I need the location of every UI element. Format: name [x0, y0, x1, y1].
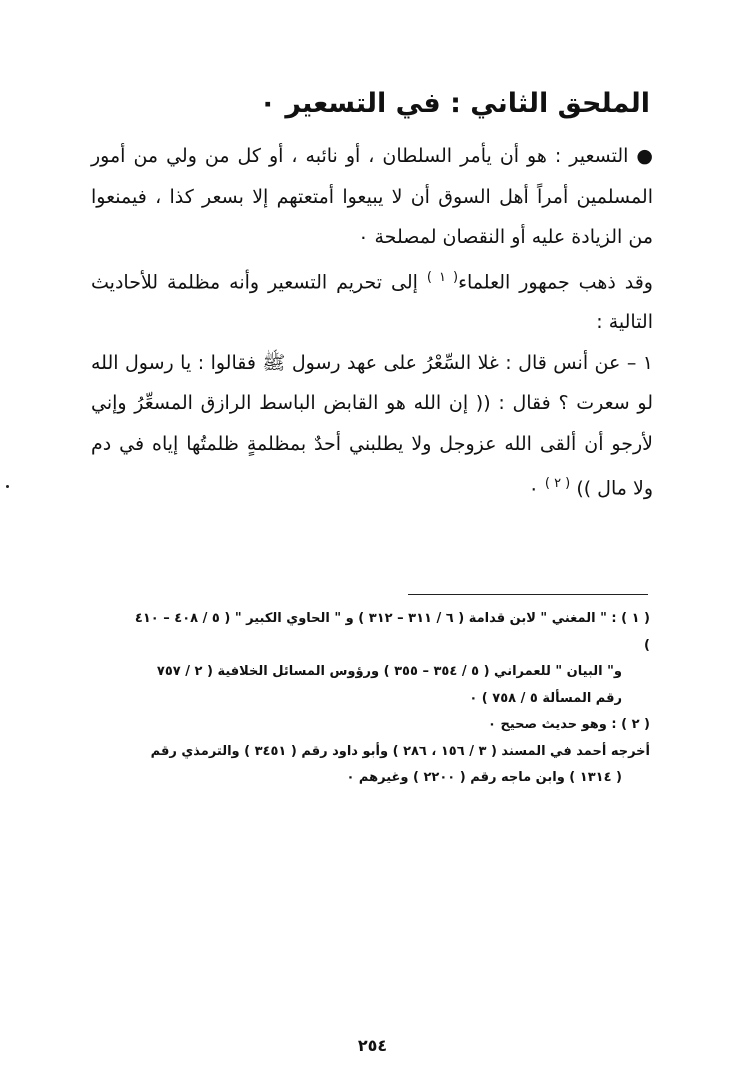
footnote-separator	[408, 594, 648, 595]
majority-opinion-text: وقد ذهب جمهور العلماء	[458, 270, 653, 293]
footnote-ref-2: ( ٢ )	[544, 476, 571, 492]
hadith-text: ١ – عن أنس قال : غلا السِّعْرُ على عهد رسول ﷺ فقالوا : يا رسول الله لو سعرت ؟ فقال : (( إن الله هو القابض الباسط الرازق المسعِّرُ وإني لأرجو أن ألقى الله عزوجل ولا يطلبني أحدٌ بمظلمةٍ ظلمتُها إياه في دم ولا مال ))	[91, 351, 653, 500]
footnote-ref-1: ( ١ )	[426, 269, 459, 285]
footnote-1-line-2: و" البيان " للعمراني ( ٥ / ٣٥٤ – ٣٥٥ ) ورؤوس المسائل الخلافية ( ٢ / ٧٥٧	[156, 664, 622, 679]
majority-opinion-continuation: إلى تحريم التسعير وأنه مظلمة للأحاديث التالية :	[91, 270, 653, 334]
footnote-1-line-1: ( ١ ) : " المغني " لابن قدامة ( ٦ / ٣١١ – ٣١٢ ) و " الحاوي الكبير " ( ٥ / ٤٠٨ – ٤١٠ )	[134, 611, 650, 653]
main-text	[91, 136, 653, 509]
footnotes	[130, 606, 650, 792]
page-number: ٢٥٤	[357, 1036, 388, 1055]
section-heading: الملحق الثاني : في التسعير ٠	[259, 88, 650, 119]
footnote-2-line-2: أخرجه أحمد في المسند ( ٣ / ١٥٦ ، ٢٨٦ ) وأبو داود رقم ( ٣٤٥١ ) والترمذي رقم	[150, 743, 650, 759]
footnote-2-line-1: ( ٢ ) : وهو حديث صحيح ٠	[487, 717, 650, 732]
hadith-paragraph	[91, 343, 653, 509]
definition-paragraph: ● التسعير : هو أن يأمر السلطان ، أو نائبه ، أو كل من ولي من أمور المسلمين أمراً أهل السوق أن لا يبيعوا أمتعتهم إلا بسعر كذا ، فيمنعوا من الزيادة عليه أو النقصان لمصلحة ٠	[91, 145, 653, 248]
footnote-1-line-3: رقم المسألة ٥ / ٧٥٨ ) ٠	[469, 690, 622, 706]
footnote-2-line-3: ( ١٣١٤ ) وابن ماجه رقم ( ٢٢٠٠ ) وغيرهم ٠	[346, 770, 622, 785]
hadith-end-mark: ٠	[528, 477, 539, 500]
stray-dot	[6, 485, 9, 488]
majority-opinion-paragraph	[91, 258, 653, 343]
